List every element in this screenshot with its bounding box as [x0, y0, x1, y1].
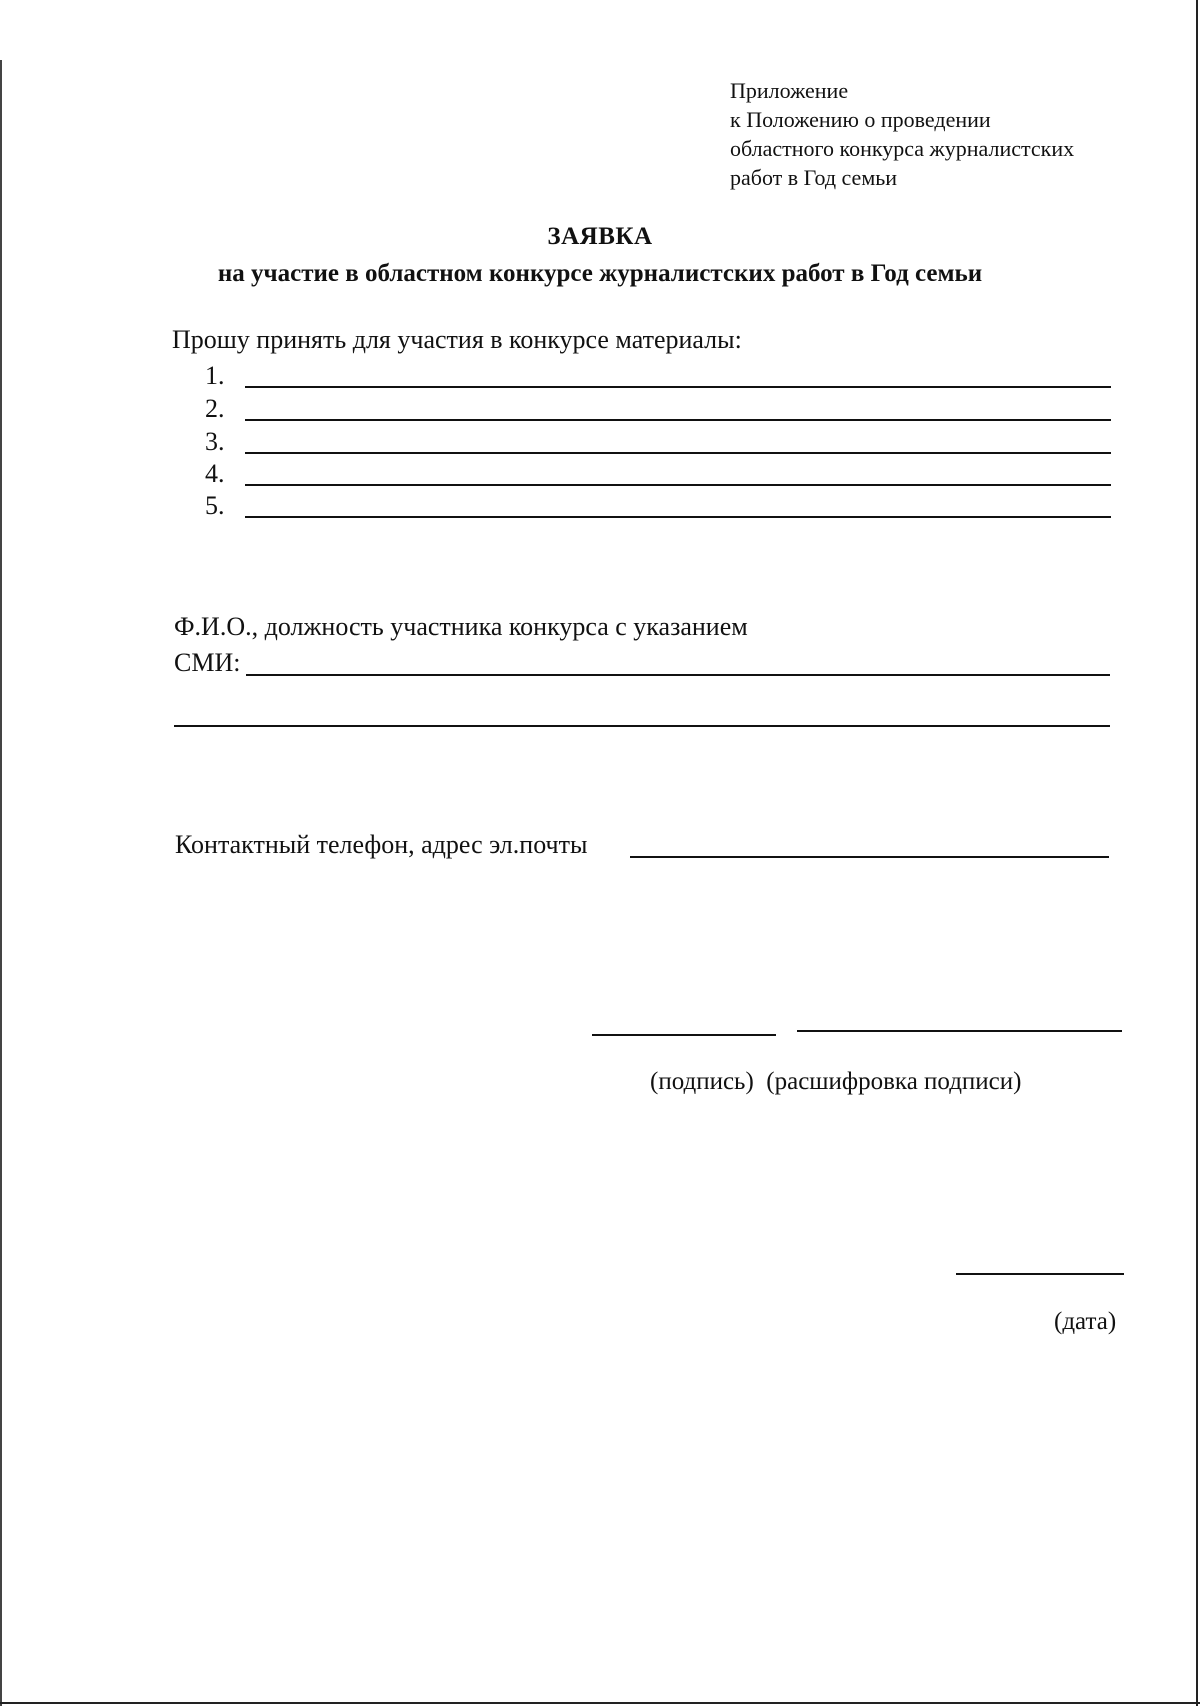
participant-fill-line[interactable] — [246, 674, 1110, 676]
material-item-1 — [205, 360, 1111, 392]
material-item-number: 3. — [205, 427, 225, 456]
material-item-fill-line[interactable] — [245, 452, 1111, 454]
signature-fill-line[interactable] — [592, 1034, 776, 1036]
material-item-number: 4. — [205, 459, 225, 488]
material-item-2 — [205, 393, 1111, 425]
scan-edge-bottom — [0, 1702, 1200, 1704]
participant-extra-fill-line[interactable] — [174, 725, 1110, 727]
material-item-fill-line[interactable] — [245, 419, 1111, 421]
material-item-4 — [205, 458, 1111, 490]
document-title: ЗАЯВКА — [547, 223, 653, 250]
scan-edge-right — [1196, 0, 1198, 1706]
signature-decoding-fill-line[interactable] — [797, 1030, 1122, 1032]
signature-caption: (подпись) (расшифровка подписи) — [650, 1068, 1022, 1095]
appendix-line: областного конкурса журналистских — [730, 136, 1075, 161]
appendix-line: Приложение — [730, 78, 849, 103]
material-item-number: 2. — [205, 394, 225, 423]
media-row — [174, 646, 1110, 680]
contact-fill-line[interactable] — [630, 856, 1109, 858]
materials-intro: Прошу принять для участия в конкурсе материалы: — [172, 325, 742, 354]
material-item-fill-line[interactable] — [245, 516, 1111, 518]
material-item-3 — [205, 426, 1111, 458]
appendix-line: работ в Год семьи — [730, 165, 898, 190]
material-item-number: 1. — [205, 361, 225, 390]
material-item-5 — [205, 490, 1111, 522]
date-caption: (дата) — [1054, 1308, 1117, 1335]
document-subtitle: на участие в областном конкурсе журналистских работ в Год семьи — [217, 260, 983, 287]
media-label: СМИ: — [174, 648, 241, 677]
appendix-line: к Положению о проведении — [730, 107, 991, 132]
contact-label: Контактный телефон, адрес эл.почты — [175, 830, 588, 859]
material-item-fill-line[interactable] — [245, 484, 1111, 486]
date-fill-line[interactable] — [956, 1273, 1124, 1275]
scan-edge-left — [0, 60, 2, 1706]
material-item-number: 5. — [205, 491, 225, 520]
contact-row — [175, 828, 1109, 862]
material-item-fill-line[interactable] — [245, 386, 1111, 388]
participant-label: Ф.И.О., должность участника конкурса с указанием — [174, 612, 748, 641]
appendix-note — [730, 76, 1074, 192]
